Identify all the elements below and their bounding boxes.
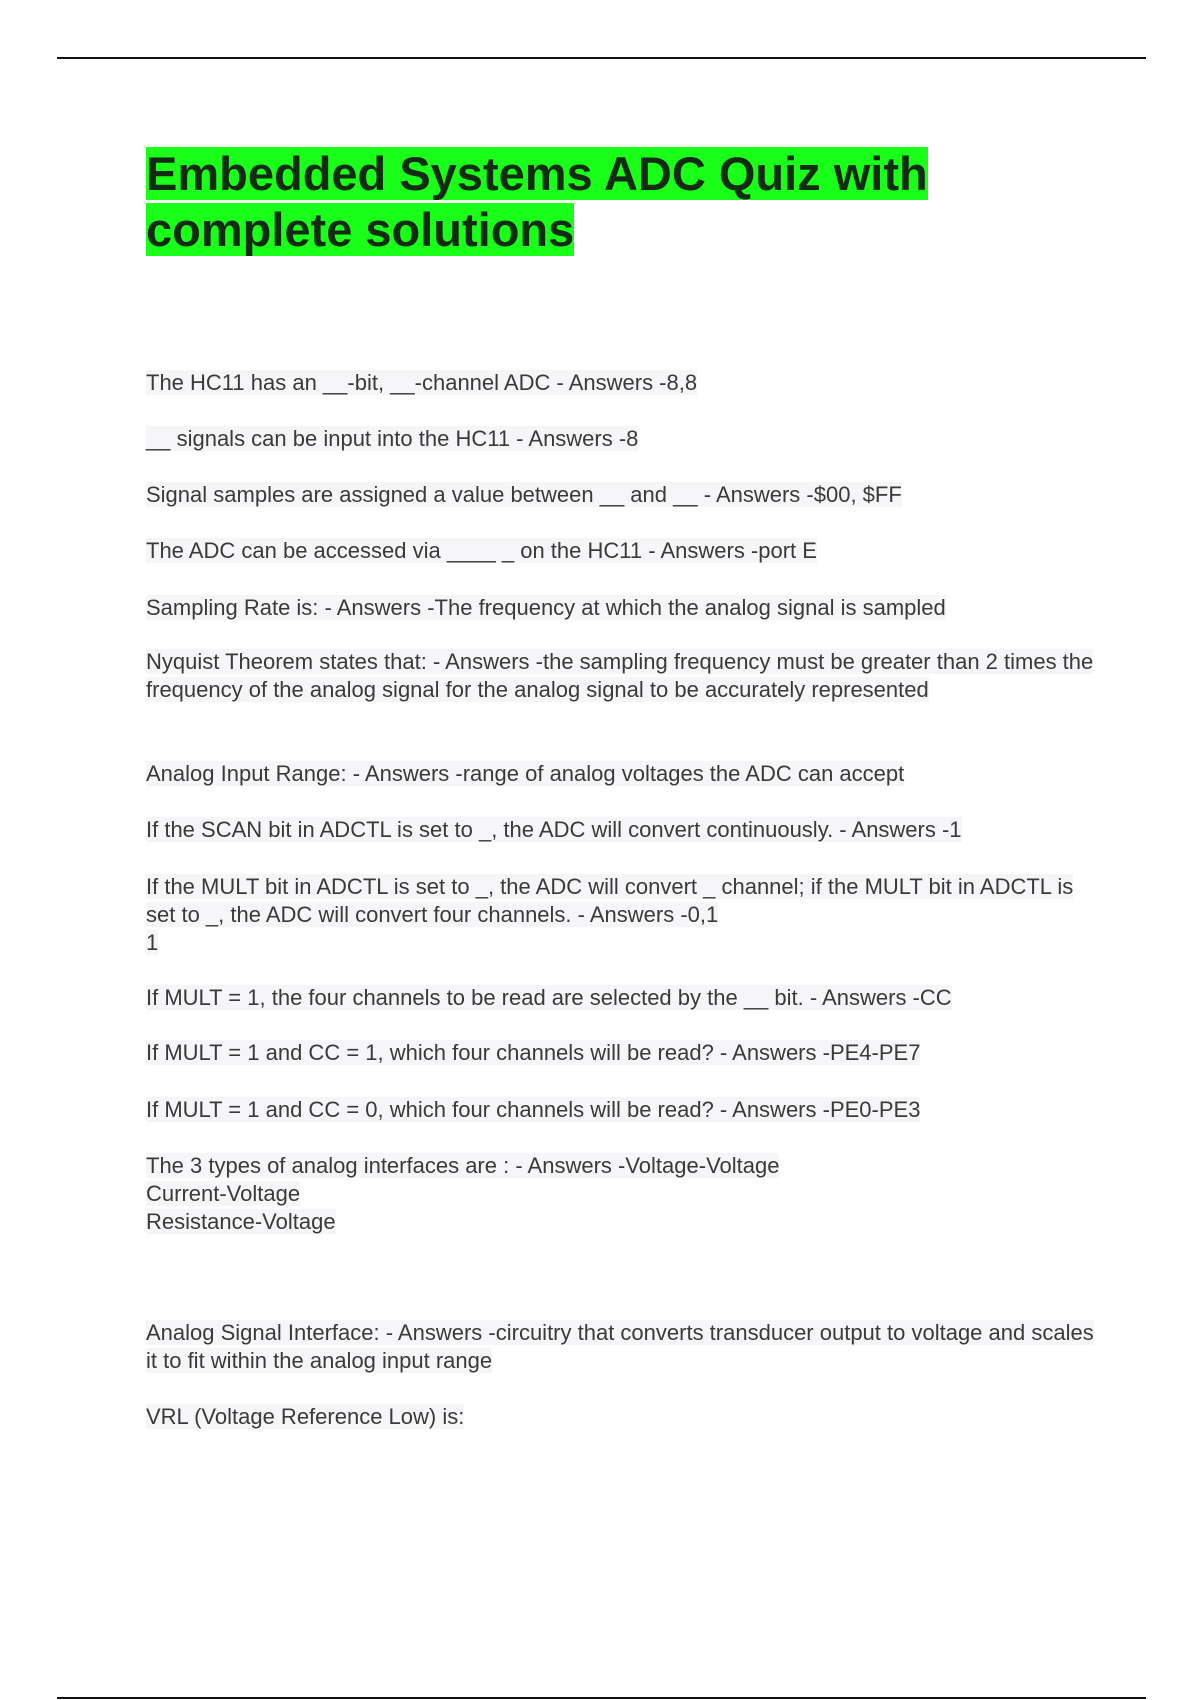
top-divider — [57, 57, 1146, 59]
qa-item: __ signals can be input into the HC11 - Answers -8 — [146, 426, 639, 451]
qa-item: If the MULT bit in ADCTL is set to _, the ADC will convert _ channel; if the MULT bit in ADCTL is set to _, the ADC will convert four channels. - Answers -0,1 1 — [146, 874, 1074, 955]
document-title — [146, 146, 928, 258]
qa-item: Signal samples are assigned a value between __ and __ - Answers -$00, $FF — [146, 482, 902, 507]
qa-item: The 3 types of analog interfaces are : - Answers -Voltage-Voltage Current-Voltage Resistance-Voltage — [146, 1153, 780, 1234]
qa-item: The HC11 has an __-bit, __-channel ADC - Answers -8,8 — [146, 370, 698, 395]
qa-item: Sampling Rate is: - Answers -The frequency at which the analog signal is sampled — [146, 595, 946, 620]
title-line-2: complete solutions — [146, 203, 575, 256]
qa-item: Nyquist Theorem states that: - Answers -the sampling frequency must be greater than 2 times the frequency of the analog signal for the analog signal to be accurately represented — [146, 649, 1094, 702]
qa-item: If MULT = 1 and CC = 0, which four channels will be read? - Answers -PE0-PE3 — [146, 1097, 921, 1122]
bottom-divider — [57, 1697, 1146, 1699]
qa-item: The ADC can be accessed via ____ _ on the HC11 - Answers -port E — [146, 538, 817, 563]
qa-item: If MULT = 1 and CC = 1, which four channels will be read? - Answers -PE4-PE7 — [146, 1040, 921, 1065]
qa-item: Analog Input Range: - Answers -range of analog voltages the ADC can accept — [146, 761, 905, 786]
qa-item: If the SCAN bit in ADCTL is set to _, the ADC will convert continuously. - Answers -1 — [146, 817, 962, 842]
title-line-1: Embedded Systems ADC Quiz with — [146, 147, 928, 200]
qa-item: Analog Signal Interface: - Answers -circuitry that converts transducer output to voltage and scales it to fit within the analog input range — [146, 1320, 1094, 1373]
qa-item: If MULT = 1, the four channels to be read are selected by the __ bit. - Answers -CC — [146, 985, 952, 1010]
qa-item: VRL (Voltage Reference Low) is: — [146, 1404, 465, 1429]
